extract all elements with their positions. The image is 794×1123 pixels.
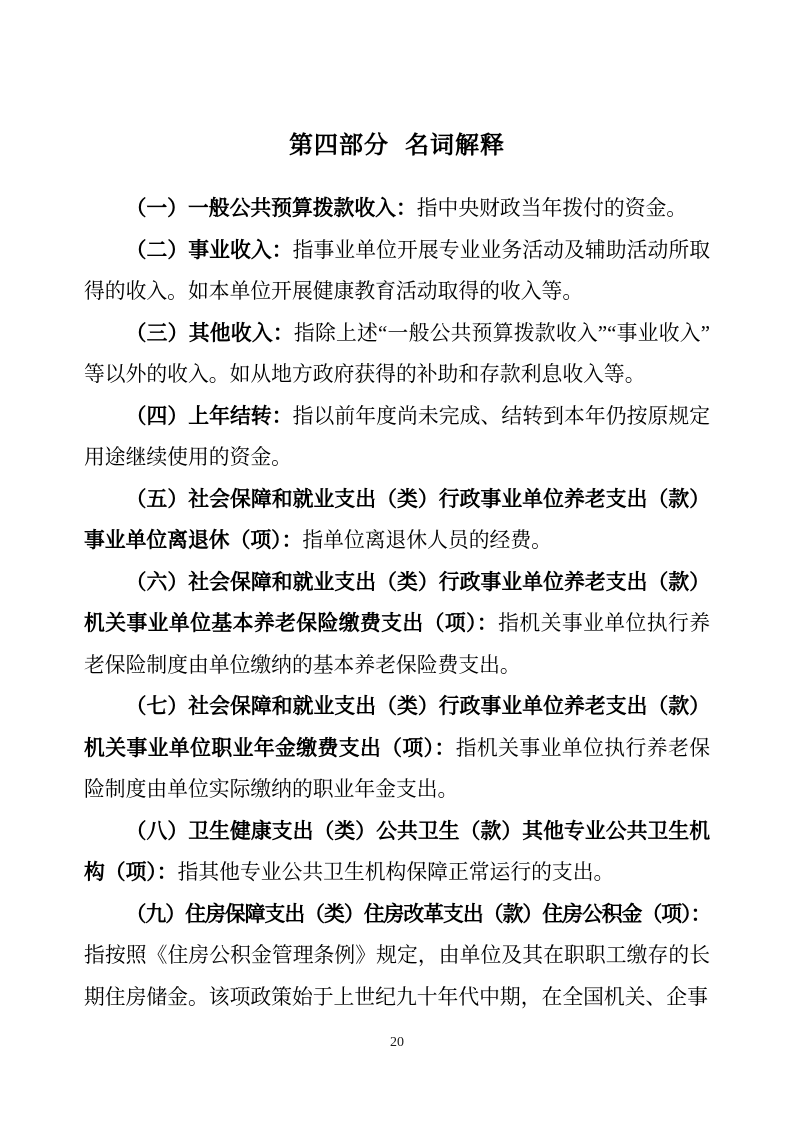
term-label: （五）社会保障和就业支出（类）行政事业单位养老支出（款）事业单位离退休（项）： (84, 487, 710, 552)
term-definition: 指除上述“一般公共预算拨款收入”“事业收入”等以外的收入。如从地方政府获得的补助和存款利息收入等。 (84, 321, 711, 386)
term-definition: 指机关事业单位执行养老保险制度由单位实际缴纳的职业年金支出。 (84, 736, 711, 801)
term-definition: 指机关事业单位执行养老保险制度由单位缴纳的基本养老保险费支出。 (84, 612, 710, 677)
term-definition: 指事业单位开展专业业务活动及辅助活动所取得的收入。如本单位开展健康教育活动取得的收入等。 (84, 238, 711, 303)
glossary-paragraph (84, 894, 710, 1019)
term-definition: 指以前年度尚未完成、结转到本年仍按原规定用途继续使用的资金。 (84, 404, 711, 469)
term-definition: 指中央财政当年拨付的资金。 (416, 197, 688, 220)
term-label: （七）社会保障和就业支出（类）行政事业单位养老支出（款）机关事业单位职业年金缴费支出（项）： (84, 695, 710, 760)
term-label: （六）社会保障和就业支出（类）行政事业单位养老支出（款）机关事业单位基本养老保险缴费支出（项）： (84, 570, 710, 635)
glossary-paragraph (84, 686, 710, 811)
glossary-paragraph (84, 188, 710, 230)
glossary-content (84, 188, 710, 1018)
term-label: （二）事业收入： (125, 238, 293, 262)
term-definition: 指按照《住房公积金管理条例》规定，由单位及其在职职工缴存的长期住房储金。该项政策始于上世纪九十年代中期，在全国机关、企事 (84, 944, 710, 1009)
term-label: （一）一般公共预算拨款收入： (125, 197, 417, 220)
term-definition: 指单位离退休人员的经费。 (302, 529, 552, 552)
term-definition: 指其他专业公共卫生机构保障正常运行的支出。 (177, 861, 615, 884)
glossary-paragraph (84, 562, 710, 687)
term-label: （九）住房保障支出（类）住房改革支出（款）住房公积金（项）： (125, 902, 710, 926)
term-label: （八）卫生健康支出（类）公共卫生（款）其他专业公共卫生机构（项）： (84, 819, 710, 884)
term-label: （四）上年结转： (125, 404, 293, 428)
page-number: 20 (390, 1035, 404, 1050)
glossary-paragraph (84, 396, 710, 479)
page-title: 第四部分 名词解释 (288, 132, 506, 159)
term-label: （三）其他收入： (125, 321, 294, 345)
glossary-paragraph (84, 811, 710, 894)
glossary-paragraph (84, 313, 710, 396)
glossary-paragraph (84, 230, 710, 313)
glossary-paragraph (84, 479, 710, 562)
